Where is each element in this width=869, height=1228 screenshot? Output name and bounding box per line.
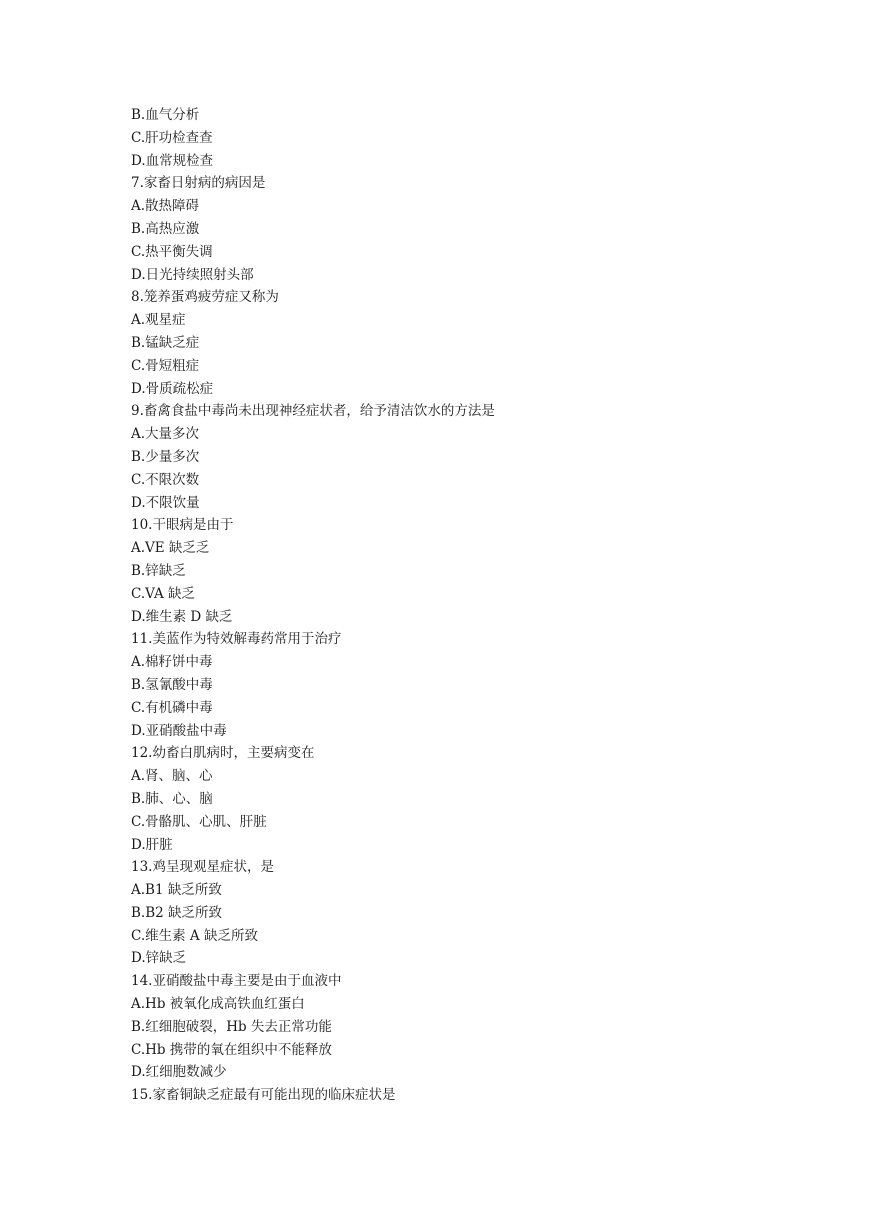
answer-option: D.红细胞数减少 bbox=[131, 1064, 227, 1081]
document-body bbox=[131, 104, 831, 1107]
answer-option: C.有机磷中毒 bbox=[131, 699, 213, 716]
answer-option: C.不限次数 bbox=[131, 471, 200, 488]
answer-option: B.高热应激 bbox=[131, 220, 200, 237]
answer-option: C.骨短粗症 bbox=[131, 357, 200, 374]
question-text: 15.家畜铜缺乏症最有可能出现的临床症状是 bbox=[131, 1087, 396, 1104]
answer-option: B.红细胞破裂，Hb 失去正常功能 bbox=[131, 1018, 332, 1035]
answer-option: B.肺、心、脑 bbox=[131, 790, 213, 807]
answer-option: D.日光持续照射头部 bbox=[131, 266, 254, 283]
answer-option: D.骨质疏松症 bbox=[131, 380, 214, 397]
answer-option: B.血气分析 bbox=[131, 107, 200, 123]
answer-option: A.VE 缺乏乏 bbox=[131, 540, 210, 557]
answer-option: B.少量多次 bbox=[131, 448, 200, 465]
answer-option: A.Hb 被氧化成高铁血红蛋白 bbox=[131, 996, 305, 1013]
answer-option: A.肾、脑、心 bbox=[131, 768, 213, 785]
answer-option: A.棉籽饼中毒 bbox=[131, 654, 213, 671]
answer-option: B.B2 缺乏所致 bbox=[131, 904, 223, 921]
answer-option: A.散热障碍 bbox=[131, 198, 200, 215]
answer-option: D.不限饮量 bbox=[131, 494, 200, 511]
answer-option: C.Hb 携带的氧在组织中不能释放 bbox=[131, 1041, 332, 1058]
question-text: 13.鸡呈现观星症状，是 bbox=[131, 859, 274, 876]
answer-option: C.维生素 A 缺乏所致 bbox=[131, 927, 258, 944]
answer-option: B.锰缺乏症 bbox=[131, 334, 200, 351]
question-text: 10.干眼病是由于 bbox=[131, 517, 234, 534]
question-text: 9.畜禽食盐中毒尚未出现神经症状者，给予清洁饮水的方法是 bbox=[131, 403, 495, 420]
answer-option: D.锌缺乏 bbox=[131, 950, 187, 967]
question-text: 8.笼养蛋鸡疲劳症又称为 bbox=[131, 289, 279, 306]
answer-option: C.肝功检查查 bbox=[131, 129, 213, 146]
question-text: 11.美蓝作为特效解毒药常用于治疗 bbox=[131, 631, 342, 648]
answer-option: D.肝脏 bbox=[131, 836, 173, 853]
answer-option: D.亚硝酸盐中毒 bbox=[131, 722, 227, 739]
answer-option: C.VA 缺乏 bbox=[131, 585, 196, 602]
answer-option: C.骨骼肌、心肌、肝脏 bbox=[131, 813, 267, 830]
question-text: 12.幼畜白肌病时，主要病变在 bbox=[131, 745, 315, 762]
answer-option: B.氢氰酸中毒 bbox=[131, 676, 213, 693]
answer-option: D.维生素 D 缺乏 bbox=[131, 608, 233, 625]
answer-option: B.锌缺乏 bbox=[131, 562, 186, 579]
answer-option: D.血常规检查 bbox=[131, 152, 214, 169]
answer-option: A.观星症 bbox=[131, 312, 186, 329]
question-text: 7.家畜日射病的病因是 bbox=[131, 175, 266, 192]
answer-option: C.热平衡失调 bbox=[131, 243, 213, 260]
answer-option: A.B1 缺乏所致 bbox=[131, 882, 222, 899]
answer-option: A.大量多次 bbox=[131, 426, 200, 443]
question-text: 14.亚硝酸盐中毒主要是由于血液中 bbox=[131, 973, 342, 990]
